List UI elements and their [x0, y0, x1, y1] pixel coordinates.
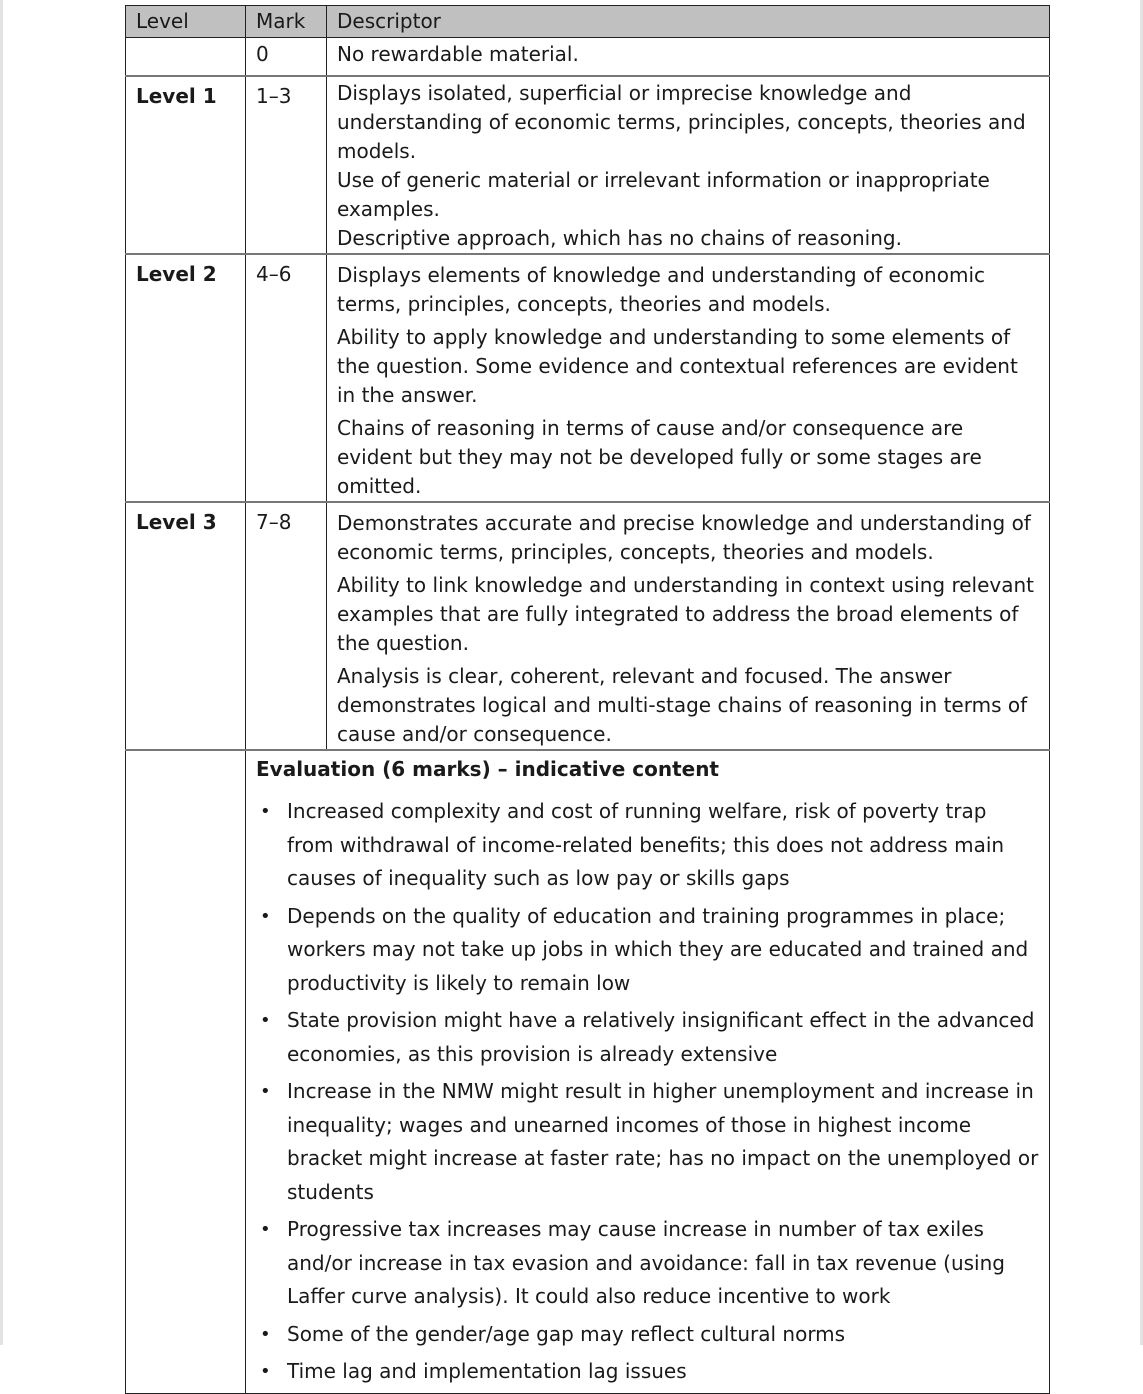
- list-item-text: Progressive tax increases may cause increase in number of tax exiles and/or increase in tax evasion and avoidance: fall in tax revenue (using Laffer curve analysis). It could also reduce incentive to work: [287, 1217, 1005, 1308]
- level-cell: Level 3: [126, 502, 246, 750]
- evaluation-title: Evaluation (6 marks) – indicative content: [256, 757, 719, 781]
- descriptor-text: Ability to link knowledge and understanding in context using relevant examples that are fully integrated to address the broad elements of the question.: [337, 573, 1035, 655]
- bullet-icon: •: [260, 1361, 271, 1382]
- bullet-icon: •: [260, 1219, 271, 1240]
- list-item: [256, 1075, 1039, 1209]
- list-item-text: Some of the gender/age gap may reflect cultural norms: [287, 1321, 846, 1346]
- mark-cell: 0: [246, 38, 327, 77]
- levels-table: [125, 5, 1050, 1394]
- bullet-icon: •: [260, 905, 271, 927]
- descriptor-cell: [327, 76, 1050, 254]
- descriptor-text: Descriptive approach, which has no chains of reasoning.: [337, 226, 902, 250]
- descriptor-text: No rewardable material.: [337, 42, 579, 66]
- list-item-text: State provision might have a relatively insignificant effect in the advanced economies, as this provision is already extensive: [287, 1008, 1035, 1066]
- evaluation-cell: [246, 750, 1050, 1393]
- descriptor-text: Use of generic material or irrelevant information or inappropriate examples.: [337, 168, 990, 221]
- level-cell: Level 1: [126, 76, 246, 254]
- bullet-icon: •: [260, 1010, 271, 1031]
- list-item-text: Time lag and implementation lag issues: [287, 1359, 687, 1383]
- table-row: [126, 502, 1050, 750]
- list-item: [256, 1355, 1039, 1389]
- empty-level-cell: [126, 750, 246, 1393]
- list-item: [256, 1004, 1039, 1071]
- bullet-icon: •: [260, 1081, 271, 1102]
- page-edge-left: [0, 0, 3, 1345]
- mark-cell: 1–3: [246, 76, 327, 254]
- mark-cell: 7–8: [246, 502, 327, 750]
- bullet-icon: •: [260, 1323, 271, 1345]
- descriptor-text: Analysis is clear, coherent, relevant and focused. The answer demonstrates logical and multi-stage chains of reasoning in terms of cause and/or consequence.: [337, 664, 1028, 746]
- descriptor-text: Chains of reasoning in terms of cause and/or consequence are evident but they may not be developed fully or some stages are omitted.: [337, 416, 982, 498]
- list-item-text: Increase in the NMW might result in higher unemployment and increase in inequality; wages and unearned incomes of those in highest income bracket might increase at faster rate; has no impact on the unemployed or students: [287, 1079, 1039, 1204]
- list-item-text: Depends on the quality of education and training programmes in place; workers may not take up jobs in which they are educated and trained and productivity is likely to remain low: [287, 903, 1029, 995]
- list-item: [256, 1213, 1039, 1314]
- header-descriptor: Descriptor: [327, 6, 1050, 38]
- evaluation-row: [126, 750, 1050, 1393]
- list-item: [256, 1318, 1039, 1352]
- level-cell: Level 2: [126, 254, 246, 502]
- list-item: [256, 795, 1039, 896]
- list-item: [256, 900, 1039, 1001]
- header-mark: Mark: [246, 6, 327, 38]
- descriptor-text: Displays isolated, superficial or imprecise knowledge and understanding of economic terms, principles, concepts, theories and models.: [337, 81, 1026, 163]
- level-cell: [126, 38, 246, 77]
- list-item-text: Increased complexity and cost of running welfare, risk of poverty trap from withdrawal of income-related benefits; this does not address main causes of inequality such as low pay or skills gaps: [287, 799, 1005, 890]
- header-level: Level: [126, 6, 246, 38]
- mark-cell: 4–6: [246, 254, 327, 502]
- descriptor-text: Displays elements of knowledge and understanding of economic terms, principles, concepts, theories and models.: [337, 263, 985, 316]
- descriptor-text: Ability to apply knowledge and understanding to some elements of the question. Some evidence and contextual references are evident in the answer.: [337, 325, 1018, 407]
- evaluation-list: [256, 795, 1039, 1389]
- bullet-icon: •: [260, 801, 271, 822]
- descriptor-text: Demonstrates accurate and precise knowledge and understanding of economic terms, principles, concepts, theories and models.: [337, 511, 1031, 564]
- descriptor-cell: [327, 502, 1050, 750]
- table-row: [126, 38, 1050, 77]
- descriptor-cell: [327, 38, 1050, 77]
- descriptor-cell: [327, 254, 1050, 502]
- mark-scheme-page: [125, 5, 1048, 1394]
- table-header-row: [126, 6, 1050, 38]
- table-row: [126, 76, 1050, 254]
- table-row: [126, 254, 1050, 502]
